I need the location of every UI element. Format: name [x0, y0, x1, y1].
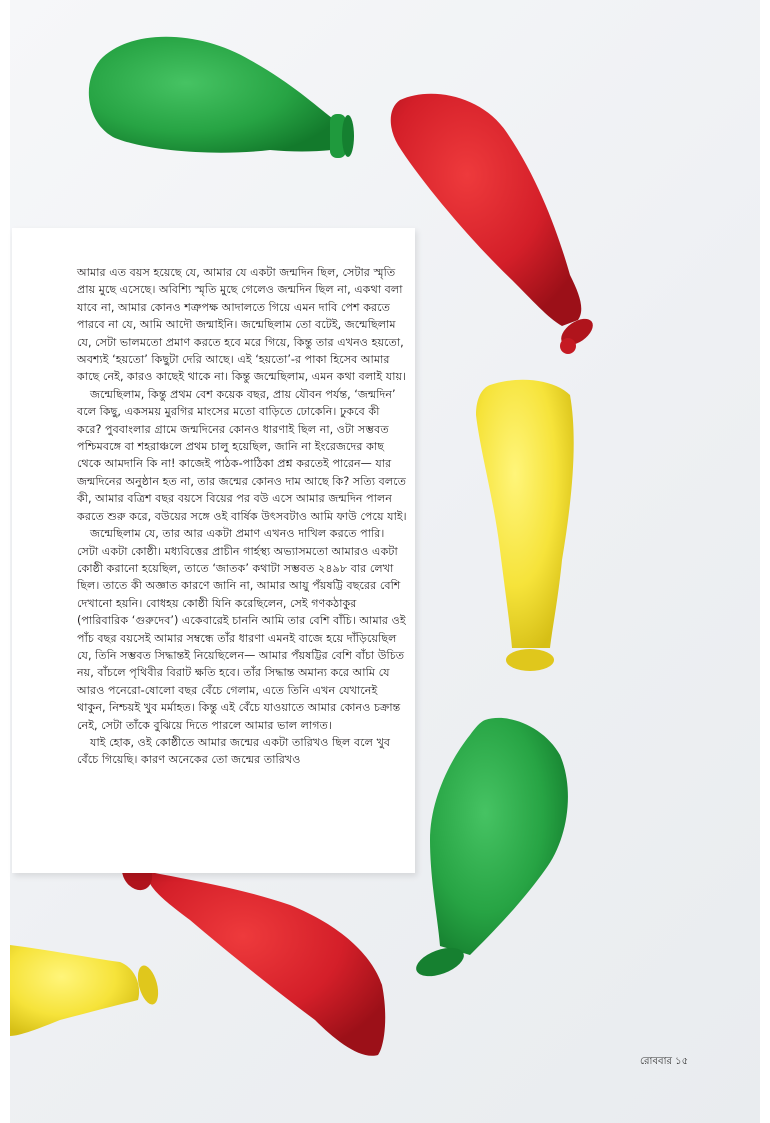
article-paragraph-4: যাই হোক, ওই কোষ্ঠীতে আমার জন্মের একটা তারিখও ছিল বলে খুব বেঁচে গিয়েছি। কারণ অনেকের তো জন্মের তারিখও: [77, 735, 391, 767]
article-panel: [12, 228, 415, 873]
page-folio: রোববার ১৫: [640, 1056, 689, 1067]
article-body: [77, 264, 407, 769]
article-paragraph-1: আমার এত বয়স হয়েছে যে, আমার যে একটা জন্মদিন ছিল, সেটার স্মৃতি প্রায় মুছে এসেছে। অবিশ্যি স্মৃতি মুছে গেলেও জন্মদিন ছিল না, একথা বলা যাবে না, আমার কোনও শত্রুপক্ষ আদালতে গিয়ে এমন দাবি পেশ করতে পারবে না যে, আমি আদৌ জন্মাইনি। জন্মেছিলাম তো বটেই, জন্মেছিলাম যে, সেটা ভালমতো প্রমাণ করতে হবে মরে গিয়ে, কিন্তু তার এখনও হয়তো, অবশ্যই ‘হয়তো’ কিছুটা দেরি আছে। এই ‘হয়তো’-র পাকা হিসেব আমার কাছে নেই, কারও কাছেই থাকে না। কিন্তু জন্মেছিলাম, এমন কথা বলাই যায়।: [77, 266, 407, 384]
article-paragraph-2: জন্মেছিলাম, কিন্তু প্রথম বেশ কয়েক বছর, প্রায় যৌবন পর্যন্ত, ‘জন্মদিন’ বলে কিছু, একসময় মুরগির মাংসের মতো বাড়িতে ঢোকেনি। ঢুকবে কী করে? পুববাংলার গ্রামে জন্মদিনের কোনও ধারণাই ছিল না, ওটা সম্ভবত পশ্চিমবঙ্গে বা শহরাঞ্চলে প্রথম চালু হয়েছিল, জানি না ইংরেজদের কাছ থেকে আমদানি কি না! কাজেই পাঠক-পাঠিকা প্রশ্ন করতেই পারেন— যার জন্মদিনের অনুষ্ঠান হত না, তার জন্মের কোনও দাম আছে কি? সত্যি বলতে কী, আমার বত্রিশ বছর বয়সে বিয়ের পর বউ এসে আমার জন্মদিন পালন করতে শুরু করে, বউয়ের সঙ্গে ওই বার্ষিক উৎসবটাও আমি ফাউ পেয়ে যাই।: [77, 387, 407, 523]
yellow-balloon-bottom-left: [10, 945, 162, 1036]
article-paragraph-3: জন্মেছিলাম যে, তার আর একটা প্রমাণ এখনও দাখিল করতে পারি। সেটা একটা কোষ্ঠী। মধ্যবিত্তের প্রাচীন গার্হস্থ্য অভ্যাসমতো আমারও একটা কোষ্ঠী করানো হয়েছিল, তাতে ‘জাতক’ কথাটা সম্ভবত ২৪৯৮ বার লেখা ছিল। তাতে কী অজ্ঞাত কারণে জানি না, আমার আয়ু পঁয়ষট্টি বছরের বেশি দেখানো হয়নি। বোধহয় কোষ্ঠী যিনি করেছিলেন, সেই গণকঠাকুর (পারিবারিক ‘গুরুদেব’) একেবারেই চাননি আমি তার বেশি বাঁচি। আমার ওই পাঁচ বছর বয়সেই আমার সম্বন্ধে তাঁর ধারণা এমনই বাজে হয়ে দাঁড়িয়েছিল যে, তিনি সম্ভবত সিদ্ধান্তই নিয়েছিলেন— আমার পঁয়ষট্টির বেশি বাঁচা উচিত নয়, বাঁচলে পৃথিবীর বিরাট ক্ষতি হবে। তাঁর সিদ্ধান্ত অমান্য করে আমি যে আরও পনেরো-ষোলো বছর বেঁচে গেলাম, এতে তিনি এখন যেখানেই থাকুন, নিশ্চয়ই খুব মর্মাহত। কিন্তু এই বেঁচে যাওয়াতে আমার কোনও চক্রান্ত নেই, সেটা তাঁকে বুঝিয়ে দিতে পারলে আমার ভাল লাগত।: [77, 527, 406, 732]
green-balloon-bottom-right: [412, 718, 568, 982]
red-balloon-bottom: [116, 850, 385, 1055]
red-balloon-top-right: [391, 94, 598, 354]
yellow-balloon-right: [476, 380, 574, 671]
green-balloon-top: [89, 37, 354, 158]
